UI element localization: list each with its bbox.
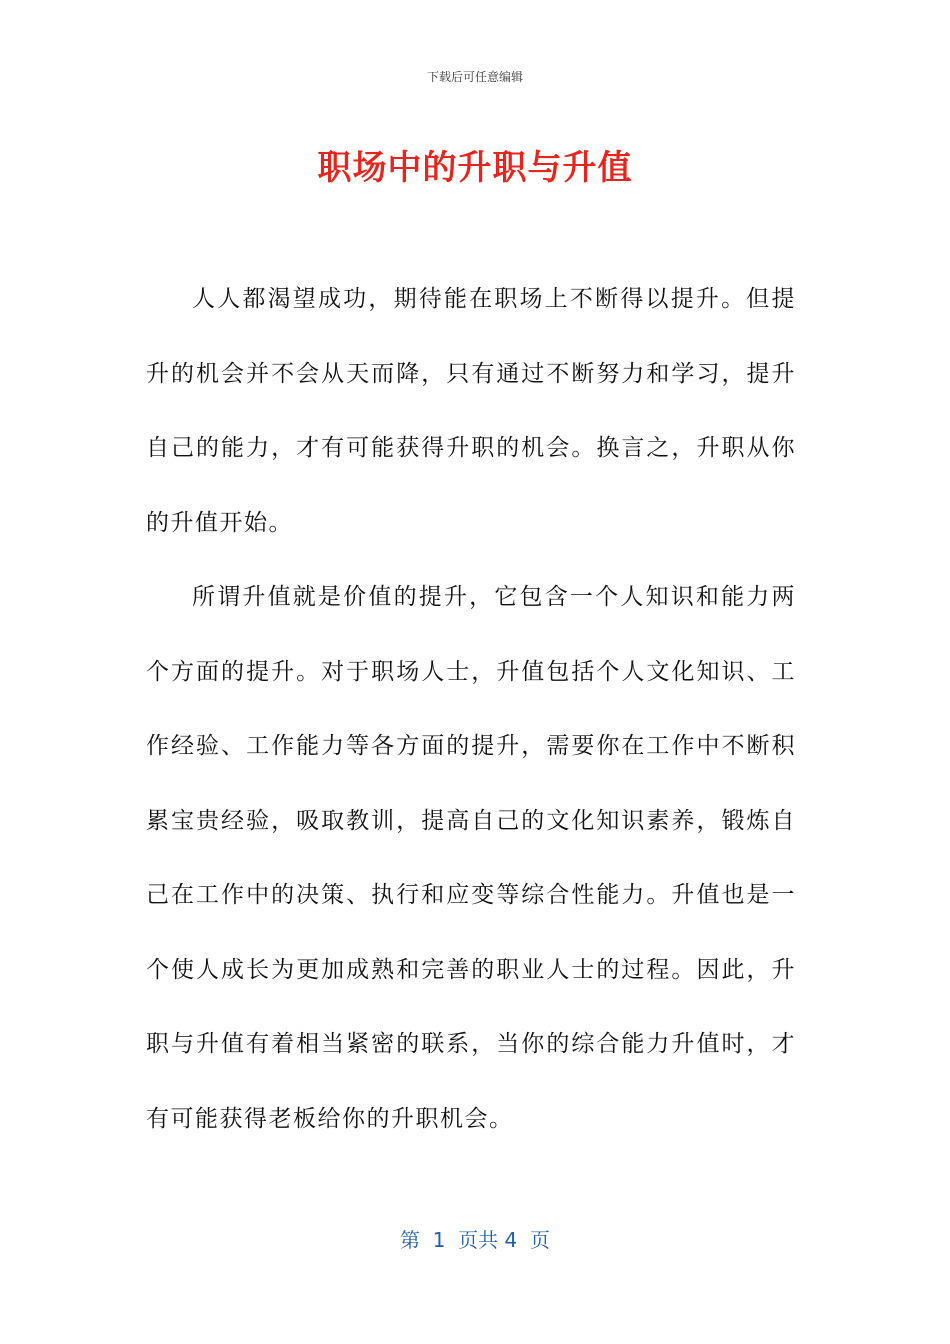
document-title: 职场中的升职与升值 xyxy=(317,148,633,188)
document-body xyxy=(146,262,796,1156)
paragraph-1: 人人都渴望成功，期待能在职场上不断得以提升。但提升的机会并不会从天而降，只有通过不断努力和学习，提升自己的能力，才有可能获得升职的机会。换言之，升职从你的升值开始。 xyxy=(146,286,796,536)
header-note: 下载后可任意编辑 xyxy=(426,70,523,84)
page-footer: 第 1 页共 4 页 xyxy=(400,1228,550,1252)
paragraph-2: 所谓升值就是价值的提升，它包含一个人知识和能力两个方面的提升。对于职场人士，升值包括个人文化知识、工作经验、工作能力等各方面的提升，需要你在工作中不断积累宝贵经验，吸取教训，提高自己的文化知识素养，锻炼自己在工作中的决策、执行和应变等综合性能力。升值也是一个使人成长为更加成熟和完善的职业人士的过程。因此，升职与升值有着相当紧密的联系，当你的综合能力升值时，才有可能获得老板给你的升职机会。 xyxy=(146,584,796,1132)
